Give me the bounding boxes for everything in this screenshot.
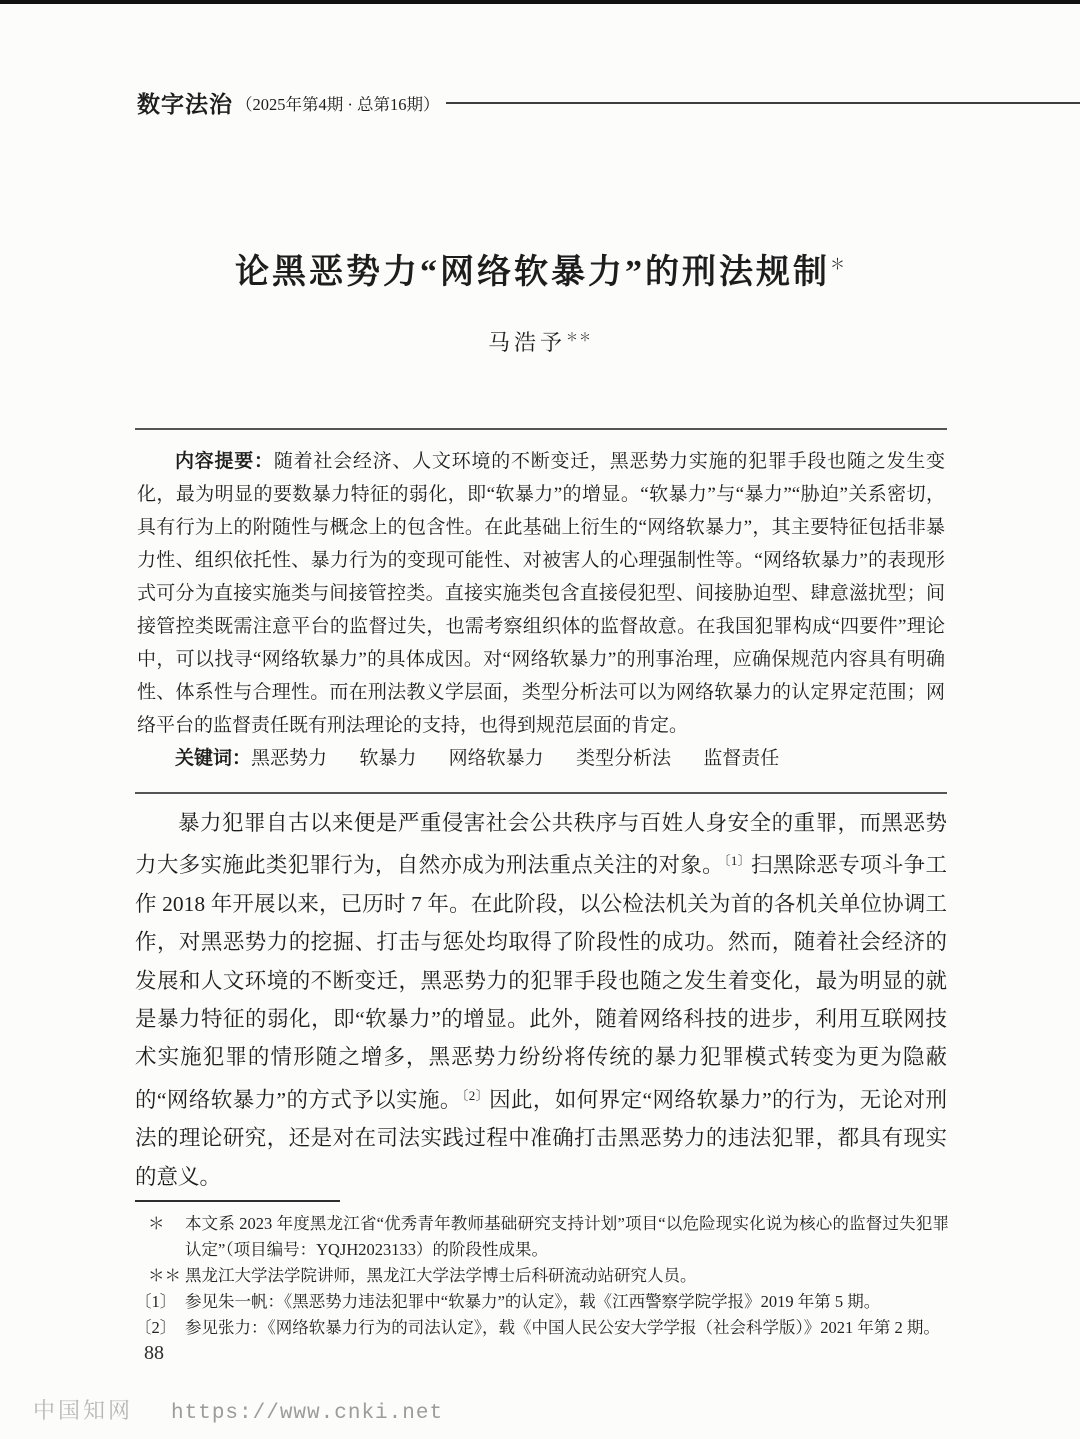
keywords-label: 关键词： [175, 748, 252, 769]
footnote-marker: 〔2〕 [135, 1318, 177, 1337]
body-paragraph-1 [135, 804, 947, 1196]
keywords-line [137, 742, 945, 775]
cnki-url: https://www.cnki.net [171, 1402, 444, 1425]
keyword: 网络软暴力 [448, 748, 544, 769]
article-title-text: 论黑恶势力“网络软暴力”的刑法规制 [234, 254, 830, 291]
footnote-ref-2: 〔2〕 [461, 1087, 490, 1103]
article-body [135, 804, 947, 1202]
footnote-text: 黑龙江大学法学院讲师，黑龙江大学法学博士后科研流动站研究人员。 [185, 1266, 697, 1285]
article-author [0, 326, 1080, 357]
footnote-text: 本文系 2023 年度黑龙江省“优秀青年教师基础研究支持计划”项目“以危险现实化说为核心的监督过失犯罪认定”（项目编号：YQJH2023133）的阶段性成果。 [185, 1214, 949, 1259]
body-text-segment: 因此，如何界定“网络软暴力”的行为，无论对刑法的理论研究，还是对在司法实践过程中准确打击黑恶势力的违法犯罪，都具有现实的意义。 [135, 1087, 947, 1189]
title-footnote-marker: ＊ [829, 257, 845, 273]
keyword: 类型分析法 [575, 748, 671, 769]
footnote-separator-line [135, 1200, 340, 1202]
footnote-marker: 〔1〕 [135, 1292, 177, 1311]
keyword: 黑恶势力 [251, 748, 328, 769]
footnote-item [135, 1263, 949, 1289]
footnote-text: 参见张力：《网络软暴力行为的司法认定》，载《中国人民公安大学学报（社会科学版）》2021 年第 2 期。 [185, 1318, 940, 1337]
abstract-paragraph [137, 445, 945, 742]
keyword: 监督责任 [703, 748, 780, 769]
header-rule-line [446, 102, 1080, 104]
abstract-section [135, 428, 947, 794]
body-text-segment: 扫黑除恶专项斗争工作 2018 年开展以来，已历时 7 年。在此阶段，以公检法机关为首的各机关单位协调工作，对黑恶势力的挖掘、打击与惩处均取得了阶段性的成功。然而，随着社会经济的发展和人文环境的不断变迁，黑恶势力的犯罪手段也随之发生着变化，最为明显的就是暴力特征的弱化，即“软暴力”的增显。此外，随着网络科技的进步，利用互联网技术实施犯罪的情形随之增多，黑恶势力纷纷将传统的暴力犯罪模式转变为更为隐蔽的“网络软暴力”的方式予以实施。 [135, 853, 947, 1112]
cnki-watermark [33, 1394, 443, 1425]
footnote-item [135, 1289, 949, 1315]
article-title [0, 244, 1080, 293]
footnote-marker: ＊ [148, 1214, 165, 1233]
abstract-label: 内容提要： [175, 451, 274, 472]
footnote-marker: ＊＊ [148, 1266, 181, 1285]
footnote-item [135, 1315, 949, 1341]
abstract-text: 随着社会经济、人文环境的不断变迁，黑恶势力实施的犯罪手段也随之发生变化，最为明显的要数暴力特征的弱化，即“软暴力”的增显。“软暴力”与“暴力”“胁迫”关系密切，具有行为上的附随性与概念上的包含性。在此基础上衍生的“网络软暴力”，其主要特征包括非暴力性、组织依托性、暴力行为的变现可能性、对被害人的心理强制性等。“网络软暴力”的表现形式可分为直接实施类与间接管控类。直接实施类包含直接侵犯型、间接胁迫型、肆意滋扰型；间接管控类既需注意平台的监督过失，也需考察组织体的监督故意。在我国犯罪构成“四要件”理论中，可以找寻“网络软暴力”的具体成因。对“网络软暴力”的刑事治理，应确保规范内容具有明确性、体系性与合理性。而在刑法教义学层面，类型分析法可以为网络软暴力的认定界定范围；网络平台的监督责任既有刑法理论的支持，也得到规范层面的肯定。 [137, 451, 945, 736]
page-number: 88 [144, 1342, 164, 1364]
journal-issue-info: （2025年第4期 · 总第16期） [236, 94, 440, 114]
journal-name: 数字法治 [137, 91, 233, 117]
body-text-segment: 暴力犯罪自古以来便是严重侵害社会公共秩序与百姓人身安全的重罪，而黑恶势力大多实施此类犯罪行为，自然亦成为刑法重点关注的对象。 [135, 811, 947, 878]
footnote-ref-1: 〔1〕 [724, 853, 751, 869]
cnki-site-name: 中国知网 [33, 1398, 134, 1423]
journal-header [137, 86, 1080, 119]
footnote-text: 参见朱一帆：《黑恶势力违法犯罪中“软暴力”的认定》，载《江西警察学院学报》2019 年第 5 期。 [185, 1292, 881, 1311]
author-name: 马浩予 [487, 330, 566, 355]
footnote-item [135, 1211, 949, 1263]
page-top-edge-bar [0, 0, 1080, 4]
keyword: 软暴力 [359, 748, 417, 769]
author-footnote-marker: ＊＊ [566, 330, 593, 344]
footnotes-section [135, 1200, 949, 1341]
